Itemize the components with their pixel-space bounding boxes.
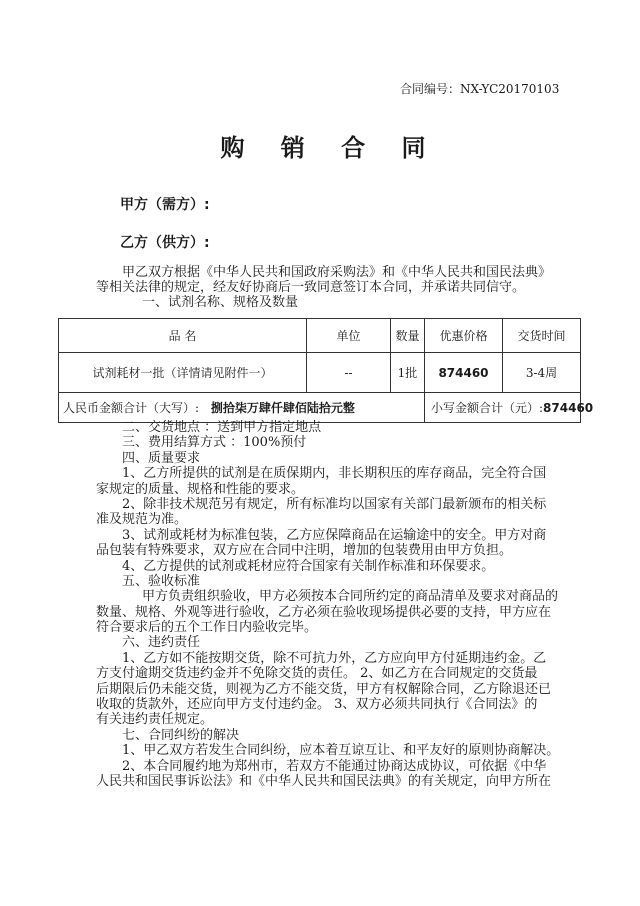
section-heading: 七、合同纠纷的解决 bbox=[122, 727, 240, 743]
section-heading: 三、费用结算方式 ：100%预付 bbox=[122, 435, 307, 451]
section-heading: 五、验收标准 bbox=[122, 573, 201, 589]
clause-line: 甲方负责组织验收，甲方必须按本合同所约定的商品清单及要求对商品的 bbox=[142, 589, 559, 605]
table-row bbox=[59, 353, 581, 393]
clause-line: 家规定的质量、规格和性能的要求。 bbox=[96, 481, 305, 497]
contract-clauses bbox=[96, 420, 560, 789]
clause-line: 3、试剂或耗材为标准包装，乙方应保障商品在运输途中的安全。甲方对商 bbox=[122, 527, 547, 543]
clause-line: 方支付逾期交货违约金并不免除交货的责任。 2、如乙方在合同规定的交货最 bbox=[96, 666, 538, 682]
cell-price: 874460 bbox=[425, 353, 503, 393]
clause-line: 有关违约责任规定。 bbox=[96, 712, 214, 728]
section-1-heading: 一、试剂名称、规格及数量 bbox=[142, 295, 299, 310]
party-a-label: 甲方（需方）: bbox=[120, 197, 210, 213]
goods-table bbox=[58, 318, 594, 423]
party-b-label: 乙方（供方）: bbox=[120, 235, 210, 251]
section-heading: 二、交货地点 ：送到甲方指定地点 bbox=[122, 420, 322, 435]
table-total-row bbox=[59, 393, 581, 423]
intro-line: 甲乙双方根据《中华人民共和国政府采购法》和《中华人民共和国民法典》 bbox=[122, 265, 552, 280]
clause-line: 准及规范为准。 bbox=[96, 512, 188, 528]
cell-delivery-time: 3-4周 bbox=[503, 353, 581, 393]
total-upper-cell bbox=[59, 393, 425, 423]
clause-line: 人民共和国民事诉讼法》和《中华人民共和国民法典》的有关规定，向甲方所在 bbox=[96, 773, 552, 789]
header-unit: 单位 bbox=[307, 319, 391, 353]
total-upper-label: 人民币金额合计（大写）: bbox=[63, 401, 200, 415]
clause-line: 收取的货款外，还应向甲方支付违约金。 3、双方必须共同执行《合同法》的 bbox=[96, 697, 538, 713]
clause-line: 品包装有特殊要求，双方应在合同中注明，增加的包装费用由甲方负担。 bbox=[96, 543, 513, 559]
total-upper-value: 捌拾柒万肆仟肆佰陆拾元整 bbox=[210, 401, 355, 415]
section-heading: 六、违约责任 bbox=[122, 635, 201, 651]
header-delivery-time: 交货时间 bbox=[503, 319, 581, 353]
contract-number: 合同编号：NX-YC20170103 bbox=[400, 82, 560, 96]
clause-line: 后期限后仍未能交货，则视为乙方不能交货，甲方有权解除合同，乙方除退还已 bbox=[96, 681, 552, 697]
clause-line: 1、乙方如不能按期交货，除不可抗力外，乙方应向甲方付延期违约金。乙 bbox=[122, 650, 547, 666]
header-quantity: 数量 bbox=[391, 319, 425, 353]
total-lower-label: 小写金额合计（元）: bbox=[431, 401, 544, 415]
total-lower-cell bbox=[425, 393, 594, 423]
page-title: 购 销 合 同 bbox=[220, 133, 440, 162]
header-item-name: 品 名 bbox=[59, 319, 307, 353]
intro-paragraph bbox=[96, 265, 552, 310]
total-lower-value: 874460 bbox=[543, 401, 594, 415]
clause-line: 1、甲乙双方若发生合同纠纷，应本着互谅互让、和平友好的原则协商解决。 bbox=[122, 743, 560, 759]
clause-line: 符合要求后的五个工作日内验收完毕。 bbox=[96, 620, 318, 636]
intro-line: 等相关法律的规定，经友好协商后一致同意签订本合同，并承诺共同信守。 bbox=[96, 280, 526, 295]
table-header-row bbox=[59, 319, 581, 353]
cell-unit: -- bbox=[307, 353, 391, 393]
clause-line: 2、除非技术规范另有规定，所有标准均以国家有关部门最新颁布的相关标 bbox=[122, 496, 547, 512]
cell-item-name: 试剂耗材一批（详情请见附件一） bbox=[59, 353, 307, 393]
clause-line: 2、本合同履约地为郑州市，若双方不能通过协商达成协议，可依据《中华 bbox=[122, 758, 547, 774]
cell-quantity: 1批 bbox=[391, 353, 425, 393]
clause-line: 数量、规格、外观等进行验收，乙方必须在验收现场提供必要的支持，甲方应在 bbox=[96, 604, 552, 620]
clause-line: 1、乙方所提供的试剂是在质保期内，非长期积压的库存商品，完全符合国 bbox=[122, 466, 547, 482]
header-price: 优惠价格 bbox=[425, 319, 503, 353]
section-heading: 四、质量要求 bbox=[122, 450, 201, 466]
clause-line: 4、乙方提供的试剂或耗材应符合国家有关制作标准和环保要求。 bbox=[122, 558, 495, 574]
